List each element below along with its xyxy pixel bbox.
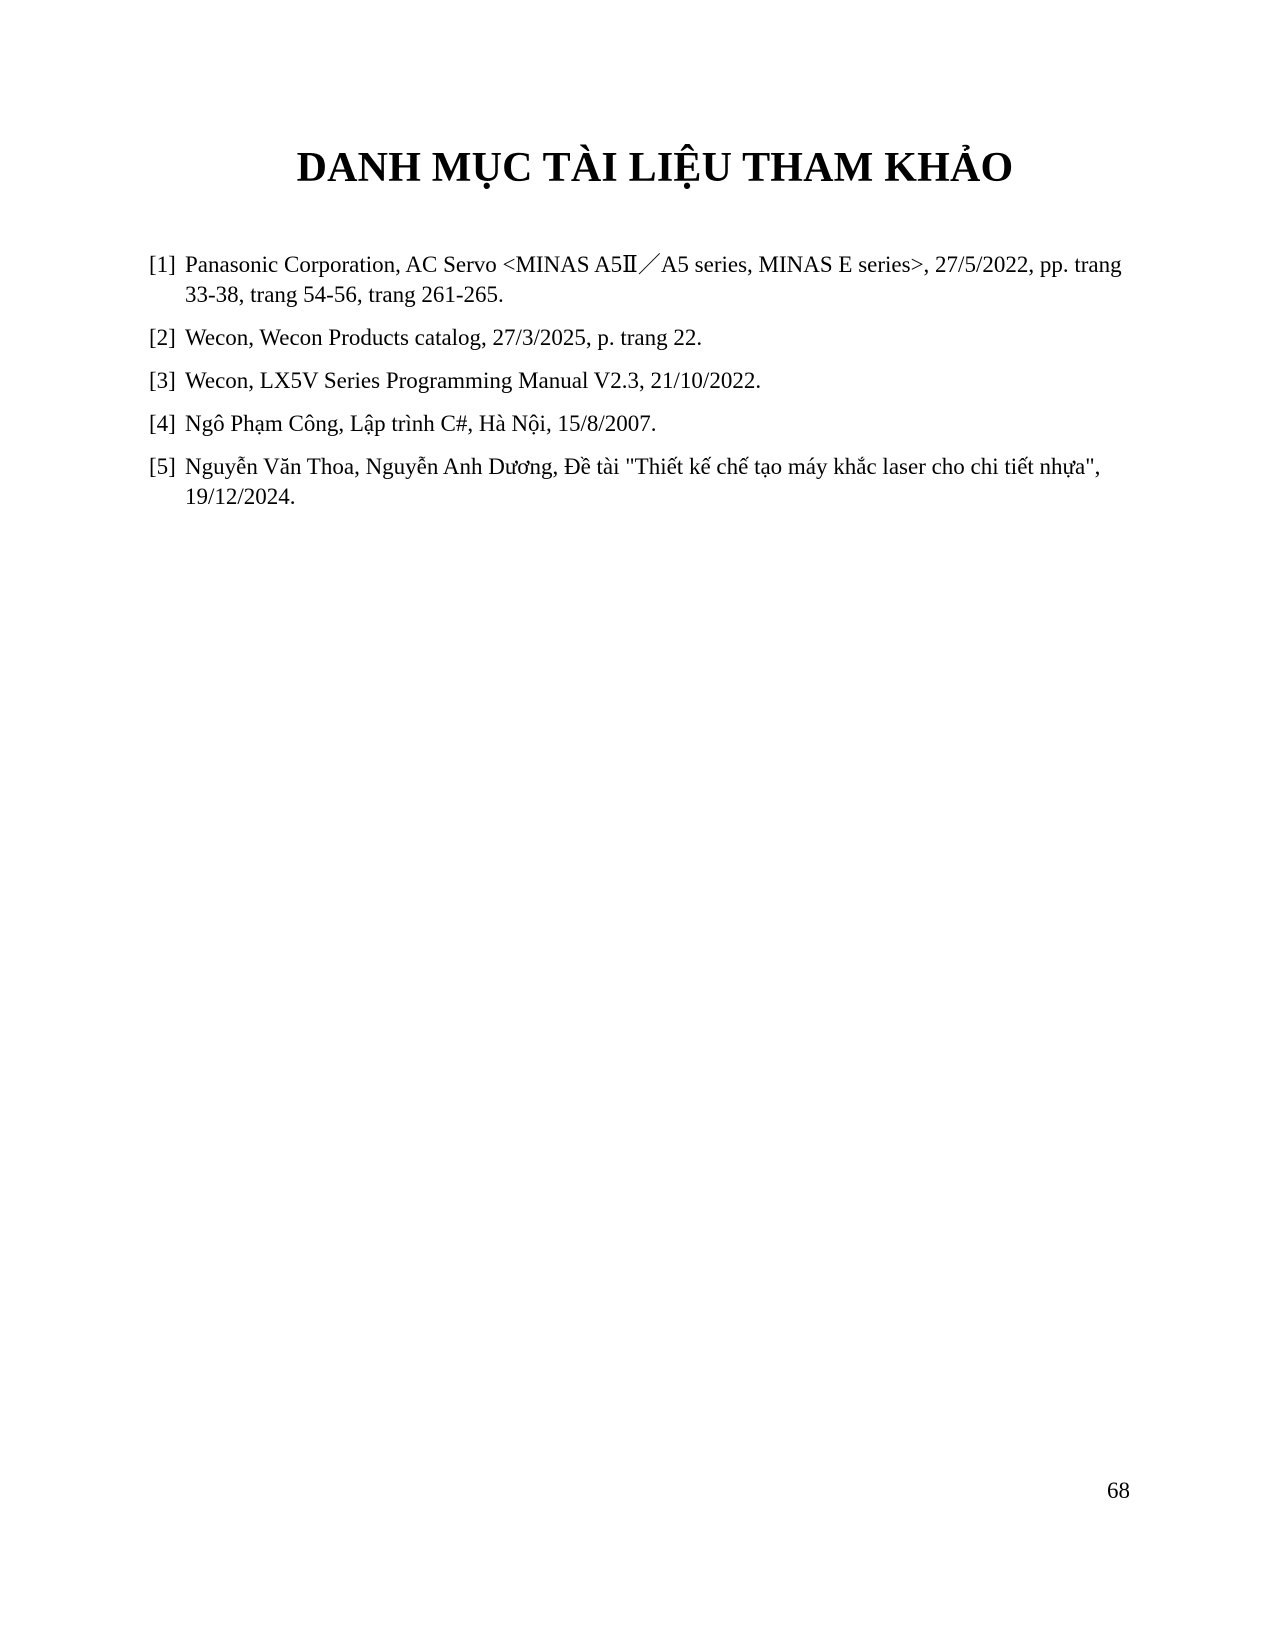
reference-text: Nguyễn Văn Thoa, Nguyễn Anh Dương, Đề tài "Thiết kế chế tạo máy khắc laser cho chi tiết nhựa", 19/12/2024. (185, 454, 1101, 509)
reference-text: Ngô Phạm Công, Lập trình C#, Hà Nội, 15/8/2007. (185, 411, 657, 436)
reference-number: [2] (149, 325, 176, 350)
reference-item-2 (149, 323, 1127, 353)
reference-item-3 (149, 366, 1127, 396)
reference-number: [4] (149, 411, 176, 436)
reference-text: Panasonic Corporation, AC Servo <MINAS A5Ⅱ／A5 series, MINAS E series>, 27/5/2022, pp. trang 33-38, trang 54-56, trang 261-265. (185, 252, 1122, 307)
reference-number: [5] (149, 454, 176, 479)
reference-item-5 (149, 452, 1127, 512)
reference-list (149, 250, 1127, 525)
page-number: 68 (1107, 1478, 1130, 1503)
reference-number: [1] (149, 252, 176, 277)
reference-item-1 (149, 250, 1127, 310)
reference-text: Wecon, LX5V Series Programming Manual V2.3, 21/10/2022. (185, 368, 762, 393)
reference-item-4 (149, 409, 1127, 439)
page-title: DANH MỤC TÀI LIỆU THAM KHẢO (296, 145, 1014, 191)
reference-text: Wecon, Wecon Products catalog, 27/3/2025, p. trang 22. (185, 325, 703, 350)
reference-number: [3] (149, 368, 176, 393)
